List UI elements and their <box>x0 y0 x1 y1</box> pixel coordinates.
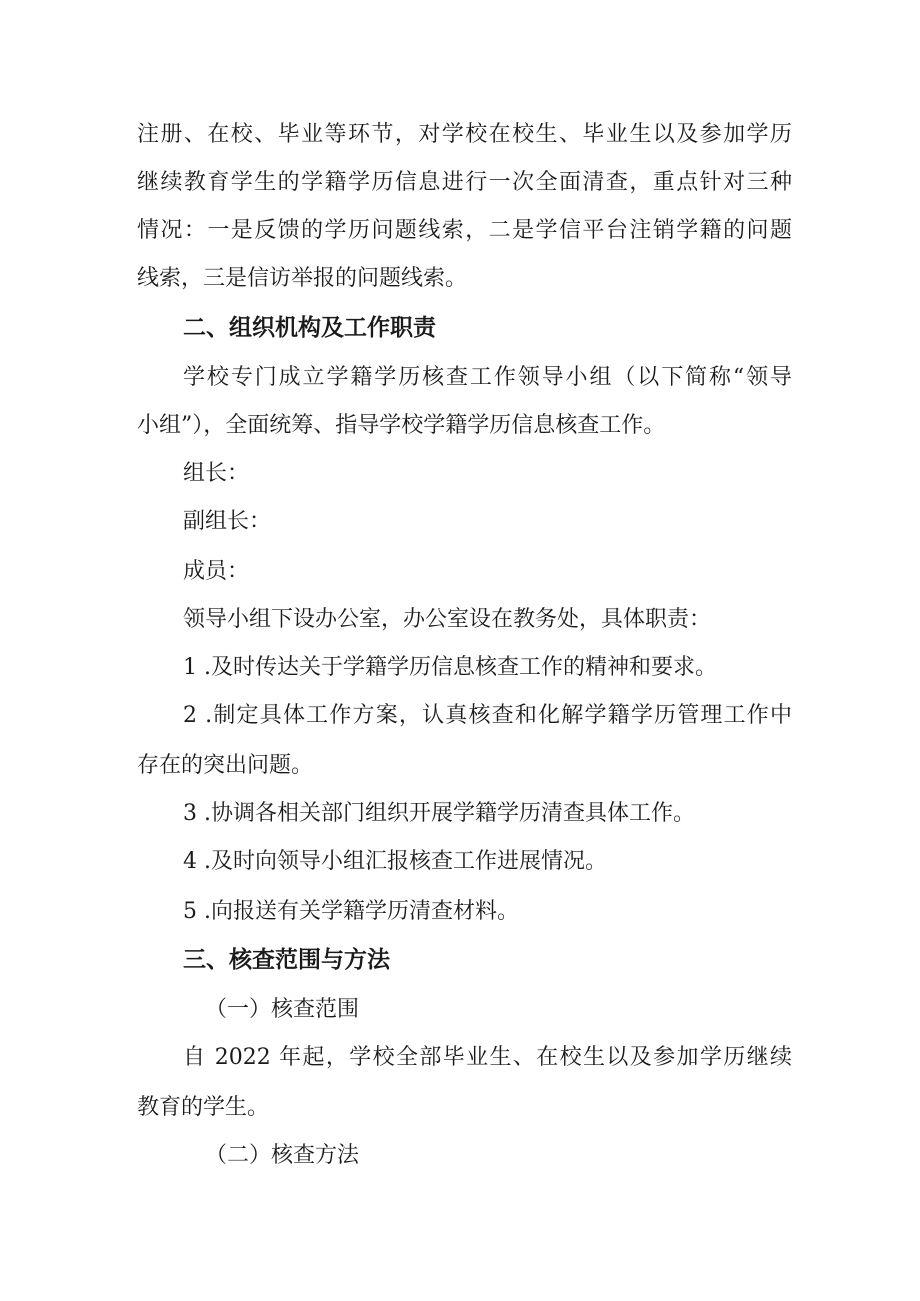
subsection-heading: （二）核查方法 <box>205 1143 360 1168</box>
list-item: 1 .及时传达关于学籍学历信息核查工作的精神和要求。 <box>183 655 717 680</box>
paragraph-line: 情况：一是反馈的学历问题线索，二是学信平台注销学籍的问题 <box>137 218 792 243</box>
subsection-heading: （一）核查范围 <box>205 997 360 1022</box>
paragraph-line: 小组”），全面统筹、指导学校学籍学历信息核查工作。 <box>137 413 666 438</box>
list-item: 2 .制定具体工作方案，认真核查和化解学籍学历管理工作中 <box>183 703 792 728</box>
paragraph-line: 领导小组下设办公室，办公室设在教务处，具体职责： <box>183 607 712 632</box>
list-item-continuation: 存在的突出问题。 <box>137 753 314 778</box>
deputy-leader-label: 副组长： <box>183 509 272 534</box>
paragraph-line: 自 2022 年起，学校全部毕业生、在校生以及参加学历继续 <box>183 1045 792 1070</box>
paragraph-line: 注册、在校、毕业等环节，对学校在校生、毕业生以及参加学历 <box>137 122 792 147</box>
paragraph-line: 教育的学生。 <box>137 1095 270 1120</box>
group-leader-label: 组长： <box>183 461 250 486</box>
section-heading-3: 三、核查范围与方法 <box>183 947 390 973</box>
list-item: 5 .向报送有关学籍学历清查材料。 <box>183 899 519 924</box>
paragraph-line: 继续教育学生的学籍学历信息进行一次全面清查，重点针对三种 <box>137 170 792 195</box>
list-item: 3 .协调各相关部门组织开展学籍学历清查具体工作。 <box>183 801 695 826</box>
paragraph-line: 线索，三是信访举报的问题线索。 <box>137 266 468 291</box>
paragraph-line: 学校专门成立学籍学历核查工作领导小组（以下简称“领导 <box>183 365 792 390</box>
list-item: 4 .及时向领导小组汇报核查工作进展情况。 <box>183 849 607 874</box>
section-heading-2: 二、组织机构及工作职责 <box>183 315 436 341</box>
members-label: 成员： <box>183 559 250 584</box>
